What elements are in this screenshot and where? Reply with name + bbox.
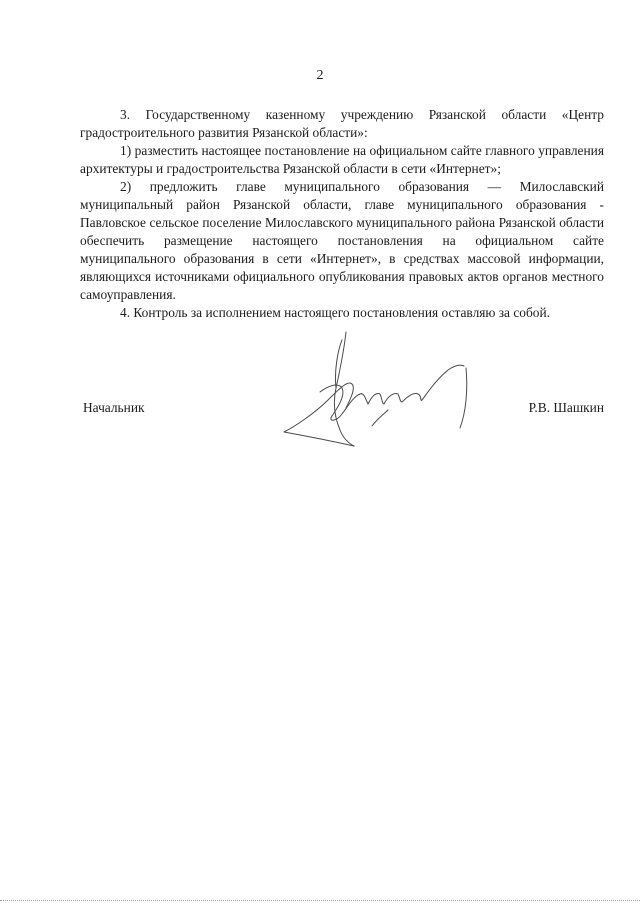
signature-block: [80, 400, 604, 424]
signer-position: Начальник: [83, 400, 145, 415]
page-bottom-divider: [0, 900, 640, 901]
signer-name: Р.В. Шашкин: [528, 400, 604, 415]
page-number: 2: [316, 68, 324, 83]
document-body: [80, 106, 604, 322]
handwritten-signature: [276, 330, 476, 450]
paragraph-4: 4. Контроль за исполнением настоящего постановления оставляю за собой.: [120, 305, 551, 320]
paragraph-3-2: 2) предложить главе муниципального образования — Милославский муниципальный район Рязанской области, главе муниципального образования - Павловское сельское поселение Милославского муниципального района Рязанской области обеспечить размещение настоящего постановления на официальном сайте муниципального образования в сети «Интернет», в средствах массовой информации, являющихся источниками официального опубликования правовых актов органов местного самоуправления.: [80, 179, 604, 302]
paragraph-3-1: 1) разместить настоящее постановление на официальном сайте главного управления архитектуры и градостроительства Рязанской области в сети «Интернет»;: [80, 143, 604, 176]
paragraph-3: 3. Государственному казенному учреждению Рязанской области «Центр градостроительного развития Рязанской области»:: [80, 107, 604, 140]
